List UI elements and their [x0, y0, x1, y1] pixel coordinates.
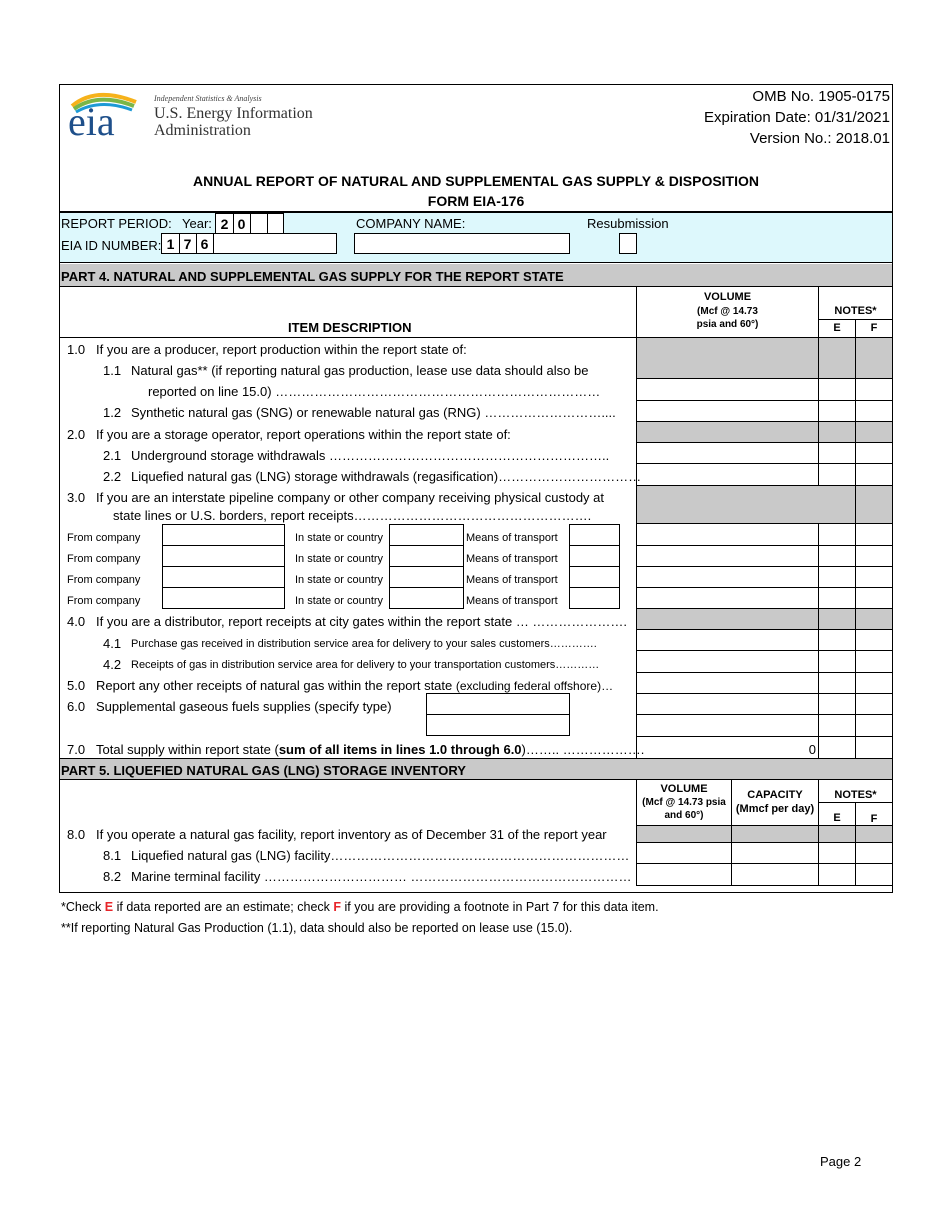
- line-4-2-text: Receipts of gas in distribution service area for delivery to your transportation customers…………: [131, 659, 600, 671]
- agency-name-line2: Administration: [154, 122, 251, 139]
- in-state-label: In state or country: [295, 532, 384, 544]
- expiration-date: Expiration Date: 01/31/2021: [704, 109, 890, 126]
- line-3-0-text-b: state lines or U.S. borders, report receipts……………………………………………….: [113, 508, 592, 523]
- line-2-1-number: 2.1: [103, 448, 122, 463]
- from-company-input[interactable]: [162, 524, 285, 546]
- line-8-2-text: Marine terminal facility …………………………… ……………………………………………: [131, 869, 632, 884]
- item-description-header: ITEM DESCRIPTION: [288, 320, 412, 335]
- form-number: FORM EIA-176: [427, 193, 525, 209]
- footnote-e-marker: E: [104, 900, 114, 914]
- line-4-1-text: Purchase gas received in distribution service area for delivery to your sales customers………….: [131, 638, 597, 650]
- supplemental-type-input-1[interactable]: [426, 693, 570, 715]
- eia-id-digit-2: 7: [179, 234, 197, 254]
- line-5-0-number: 5.0: [67, 678, 86, 693]
- p5-volume-header-1: VOLUME: [660, 783, 708, 795]
- line-1-1-text-b: reported on line 15.0) …………………………………………………………………: [148, 384, 601, 399]
- line-5-0-text: [96, 678, 613, 694]
- line-6-0-text: Supplemental gaseous fuels supplies (specify type): [96, 699, 392, 714]
- line-3-0-text-a: If you are an interstate pipeline company or other company receiving physical custody at: [96, 490, 604, 505]
- footnote-2: **If reporting Natural Gas Production (1.1), data should also be reported on lease use (15.0).: [61, 921, 573, 935]
- p5-volume-header-2: (Mcf @ 14.73 psia: [642, 797, 726, 808]
- agency-name-line1: U.S. Energy Information: [154, 105, 313, 122]
- line-8-2-number: 8.2: [103, 869, 122, 884]
- eia-id-digit-3: 6: [196, 234, 214, 254]
- line-6-0-number: 6.0: [67, 699, 86, 714]
- line-7-0-text-c: )…….. ……………….: [521, 742, 645, 757]
- p5-notes-f-header: F: [870, 813, 878, 825]
- line-8-1-number: 8.1: [103, 848, 122, 863]
- year-field[interactable]: [215, 213, 284, 234]
- means-label: Means of transport: [466, 553, 558, 565]
- means-input[interactable]: [569, 566, 620, 588]
- line-7-0-text-b: sum of all items in lines 1.0 through 6.0: [278, 742, 522, 757]
- company-name-label: COMPANY NAME:: [356, 216, 466, 231]
- line-4-0-text: If you are a distributor, report receipts at city gates within the report state … ………………….: [96, 614, 628, 629]
- agency-tagline: Independent Statistics & Analysis: [154, 94, 262, 103]
- notes-e-header: E: [833, 322, 841, 334]
- in-state-label: In state or country: [295, 595, 384, 607]
- line-1-0-number: 1.0: [67, 342, 86, 357]
- line-8-0-number: 8.0: [67, 827, 86, 842]
- resubmission-label: Resubmission: [587, 216, 669, 231]
- line-2-0-text: If you are a storage operator, report operations within the report state of:: [96, 427, 511, 442]
- p5-capacity-header-1: CAPACITY: [747, 789, 803, 801]
- eia-id-digit-1: 1: [162, 234, 180, 254]
- from-company-label: From company: [67, 574, 141, 586]
- line-2-0-number: 2.0: [67, 427, 86, 442]
- in-state-input[interactable]: [389, 524, 464, 546]
- in-state-input[interactable]: [389, 566, 464, 588]
- line-5-0-text-b: (excluding federal offshore)…: [455, 679, 614, 693]
- from-company-label: From company: [67, 553, 141, 565]
- volume-header-2: (Mcf @ 14.73: [697, 306, 758, 317]
- eia-logo: [66, 88, 146, 144]
- in-state-label: In state or country: [295, 574, 384, 586]
- report-period-label: REPORT PERIOD:: [61, 216, 172, 231]
- total-supply-value[interactable]: 0: [808, 742, 816, 757]
- line-8-0-text: If you operate a natural gas facility, report inventory as of December 31 of the report year: [96, 827, 607, 842]
- line-4-1-number: 4.1: [103, 636, 122, 651]
- in-state-input[interactable]: [389, 587, 464, 609]
- notes-header: NOTES*: [834, 305, 877, 317]
- in-state-label: In state or country: [295, 553, 384, 565]
- line-1-2-number: 1.2: [103, 405, 122, 420]
- from-company-label: From company: [67, 532, 141, 544]
- p5-volume-header-3: and 60°): [664, 810, 704, 821]
- from-company-input[interactable]: [162, 566, 285, 588]
- page-number: Page 2: [820, 1154, 862, 1169]
- means-label: Means of transport: [466, 595, 558, 607]
- line-1-2-text: Synthetic natural gas (SNG) or renewable natural gas (RNG) ………………………....: [131, 405, 616, 420]
- from-company-input[interactable]: [162, 587, 285, 609]
- logo-text: eia: [68, 99, 115, 144]
- line-8-1-text: Liquefied natural gas (LNG) facility……………………………………………………………: [131, 848, 630, 863]
- footnote-1: *Check E if data reported are an estimate; check F if you are providing a footnote in Part 7 for this data item.: [61, 900, 659, 914]
- version-number: Version No.: 2018.01: [749, 130, 890, 147]
- part4-title: PART 4. NATURAL AND SUPPLEMENTAL GAS SUPPLY FOR THE REPORT STATE: [61, 269, 564, 284]
- year-digit-1: 2: [216, 214, 234, 234]
- line-4-2-number: 4.2: [103, 657, 122, 672]
- p5-notes-header: NOTES*: [834, 789, 877, 801]
- line-5-0-text-a: Report any other receipts of natural gas within the report state: [96, 678, 453, 693]
- omb-number: OMB No. 1905-0175: [752, 88, 890, 105]
- from-company-input[interactable]: [162, 545, 285, 567]
- line-2-2-number: 2.2: [103, 469, 122, 484]
- means-label: Means of transport: [466, 532, 558, 544]
- company-name-input[interactable]: [354, 233, 570, 254]
- year-label: Year:: [182, 216, 212, 231]
- p5-capacity-header-2: (Mmcf per day): [735, 803, 815, 815]
- line-7-0-text: [96, 742, 644, 758]
- line-4-0-number: 4.0: [67, 614, 86, 629]
- year-digit-3[interactable]: [250, 214, 268, 234]
- form-title: ANNUAL REPORT OF NATURAL AND SUPPLEMENTAL GAS SUPPLY & DISPOSITION: [192, 173, 759, 189]
- means-label: Means of transport: [466, 574, 558, 586]
- line-1-1-text-a: Natural gas** (if reporting natural gas production, lease use data should also be: [131, 363, 589, 378]
- resubmission-checkbox[interactable]: [619, 233, 637, 254]
- part5-title: PART 5. LIQUEFIED NATURAL GAS (LNG) STORAGE INVENTORY: [61, 763, 466, 778]
- means-input[interactable]: [569, 524, 620, 546]
- line-7-0-text-a: Total supply within report state (: [96, 742, 279, 757]
- p5-notes-e-header: E: [833, 812, 841, 824]
- in-state-input[interactable]: [389, 545, 464, 567]
- footnote-f-marker: F: [333, 900, 342, 914]
- from-company-label: From company: [67, 595, 141, 607]
- volume-header-3: psia and 60°): [696, 319, 759, 330]
- means-input[interactable]: [569, 545, 620, 567]
- volume-header-1: VOLUME: [703, 291, 752, 303]
- line-1-0-text: If you are a producer, report production within the report state of:: [96, 342, 467, 357]
- line-3-0-number: 3.0: [67, 490, 86, 505]
- line-7-0-number: 7.0: [67, 742, 86, 757]
- line-2-1-text: Underground storage withdrawals ………………………………………………………..: [131, 448, 610, 463]
- eia-id-field[interactable]: [161, 233, 337, 254]
- line-1-1-number: 1.1: [103, 363, 122, 378]
- eia-id-label: EIA ID NUMBER:: [61, 238, 162, 253]
- means-input[interactable]: [569, 587, 620, 609]
- supplemental-type-input-2[interactable]: [426, 714, 570, 736]
- notes-f-header: F: [870, 322, 878, 334]
- line-2-2-text: Liquefied natural gas (LNG) storage withdrawals (regasification)……………………………: [131, 469, 642, 484]
- year-digit-2: 0: [233, 214, 251, 234]
